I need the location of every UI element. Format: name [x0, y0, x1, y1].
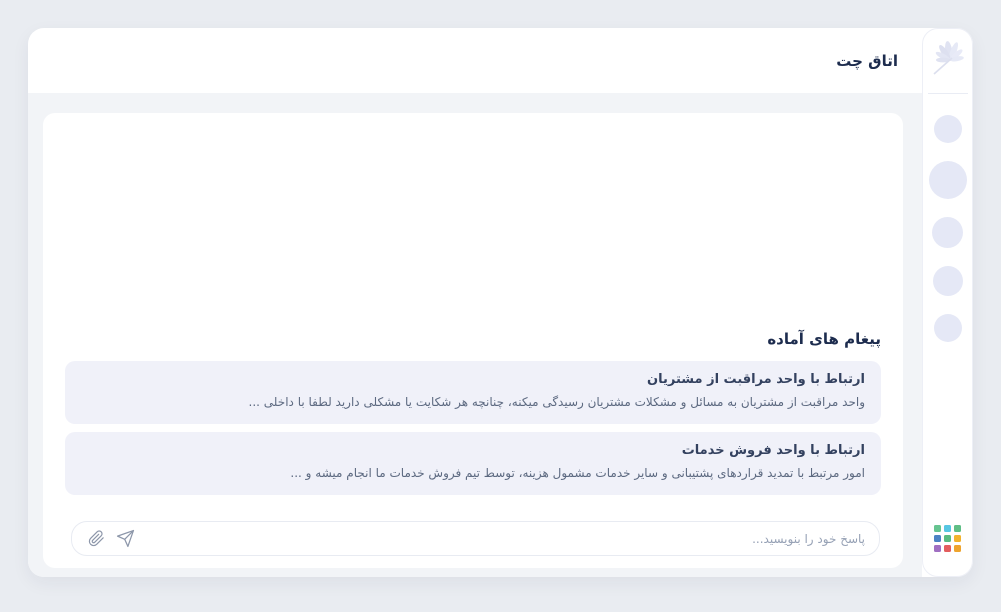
reply-input-container[interactable]	[71, 521, 880, 556]
avatar[interactable]	[934, 314, 962, 342]
avatar[interactable]	[933, 266, 963, 296]
chat-content-area	[28, 93, 922, 577]
reply-input-row	[43, 521, 903, 568]
send-icon[interactable]	[115, 529, 135, 549]
page-title: اتاق چت	[836, 51, 898, 70]
flower-logo-icon	[925, 38, 971, 84]
logo[interactable]	[923, 29, 972, 93]
sidebar-divider	[928, 93, 968, 94]
reply-input[interactable]	[144, 532, 865, 546]
sidebar	[922, 28, 973, 577]
ready-message-title: ارتباط با واحد مراقبت از مشتریان	[647, 372, 865, 388]
paperclip-icon[interactable]	[86, 529, 106, 549]
avatar[interactable]	[934, 115, 962, 143]
avatar-list	[929, 115, 967, 342]
chat-panel	[43, 113, 903, 568]
ready-message-body: امور مرتبط با تمدید قراردهای پشتیبانی و سایر خدمات مشمول هزینه، توسط تیم فروش خدمات ما انجام میشه و ...	[290, 466, 865, 481]
main-column	[28, 28, 922, 577]
apps-grid-icon[interactable]	[934, 525, 961, 552]
header	[28, 28, 922, 93]
ready-message-body: واحد مراقبت از مشتریان به مسائل و مشکلات مشتریان رسیدگی میکنه، چنانچه هر شکایت یا مشکلی دارید لطفا با داخلی ...	[248, 395, 865, 410]
ready-message-card[interactable]	[65, 432, 881, 495]
ready-messages-heading: پیغام های آماده	[767, 330, 881, 349]
messages-area	[43, 113, 903, 330]
chat-window	[28, 28, 973, 577]
avatar[interactable]	[929, 161, 967, 199]
ready-message-card[interactable]	[65, 361, 881, 424]
ready-messages-list	[43, 361, 903, 495]
avatar[interactable]	[932, 217, 963, 248]
ready-message-title: ارتباط با واحد فروش خدمات	[681, 443, 865, 459]
